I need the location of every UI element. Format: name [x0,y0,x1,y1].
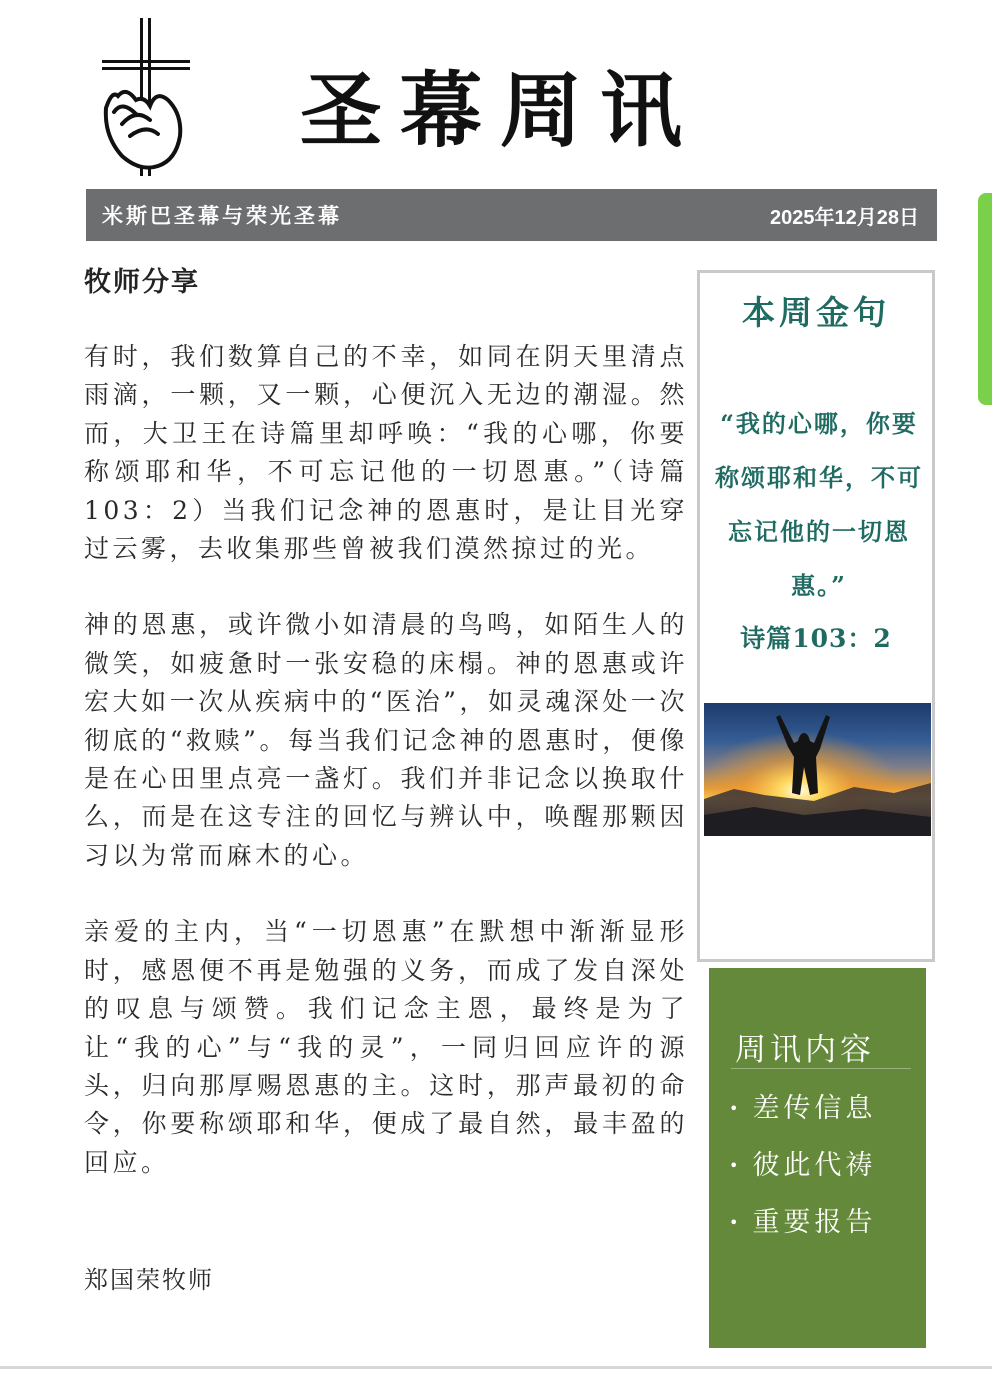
bullet-icon: • [729,1156,743,1175]
page-bottom-rule [0,1366,992,1369]
contents-item-label: 差传信息 [752,1093,877,1124]
contents-heading: 周讯内容 [735,1032,875,1068]
cross-with-hand-icon [96,16,196,182]
contents-item-prayer [729,1137,876,1194]
contents-item-announcements [729,1194,876,1251]
contents-box [709,968,926,1348]
article-paragraph-3: 亲爱的主内，当“一切恩惠”在默想中渐渐显形时，感恩便不再是勉强的义务，而成了发自深处的叹息与颂赞。我们记念主恩，最终是为了让“我的心”与“我的灵”，一同归回应许的源头，归向那厚赐恩惠的主。这时，那声最初的命令，你要称颂耶和华，便成了最自然，最丰盈的回应。 [84,917,688,1177]
bullet-icon: • [729,1213,743,1232]
article-heading: 牧师分享 [84,267,200,298]
pastor-article [84,338,688,1220]
weekly-verse-box [697,270,935,962]
verse-text: “我的心哪，你要称颂耶和华，不可忘记他的一切恩惠。” [715,409,923,600]
verse-reference: 诗篇103：2 [740,624,892,653]
contents-list [729,1080,876,1251]
sunrise-praise-image [704,703,931,836]
verse-heading: 本周金句 [742,293,890,332]
article-paragraph-2: 神的恩惠，或许微小如清晨的鸟鸣，如陌生人的微笑，如疲惫时一张安稳的床榻。神的恩惠或许宏大如一次从疾病中的“医治”，如灵魂深处一次彻底的“救赎”。每当我们记念神的恩惠时，便像是在心田里点亮一盏灯。我们并非记念以换取什么，而是在这专注的回忆与辨认中，唤醒那颗因习以为常而麻木的心。 [84,610,688,870]
bullet-icon: • [729,1099,743,1118]
church-logo [96,16,196,182]
newsletter-title: 圣幕周讯 [300,64,701,159]
contents-item-mission [729,1080,876,1137]
article-signature: 郑国荣牧师 [84,1266,214,1294]
contents-item-label: 彼此代祷 [752,1150,877,1181]
issue-date: 2025年12月28日 [770,206,919,229]
article-paragraph-1: 有时，我们数算自己的不幸，如同在阴天里清点雨滴，一颗，又一颗，心便沉入无边的潮湿。然而，大卫王在诗篇里却呼唤：“我的心哪，你要称颂耶和华，不可忘记他的一切恩惠。”（诗篇103：2）当我们记念神的恩惠时，是让目光穿过云雾，去收集那些曾被我们漠然掠过的光。 [84,342,688,564]
contents-divider [731,1068,911,1069]
church-name: 米斯巴圣幕与荣光圣幕 [102,204,342,228]
contents-item-label: 重要报告 [752,1207,877,1238]
side-accent-tab [978,193,992,405]
header-bar [86,189,937,241]
